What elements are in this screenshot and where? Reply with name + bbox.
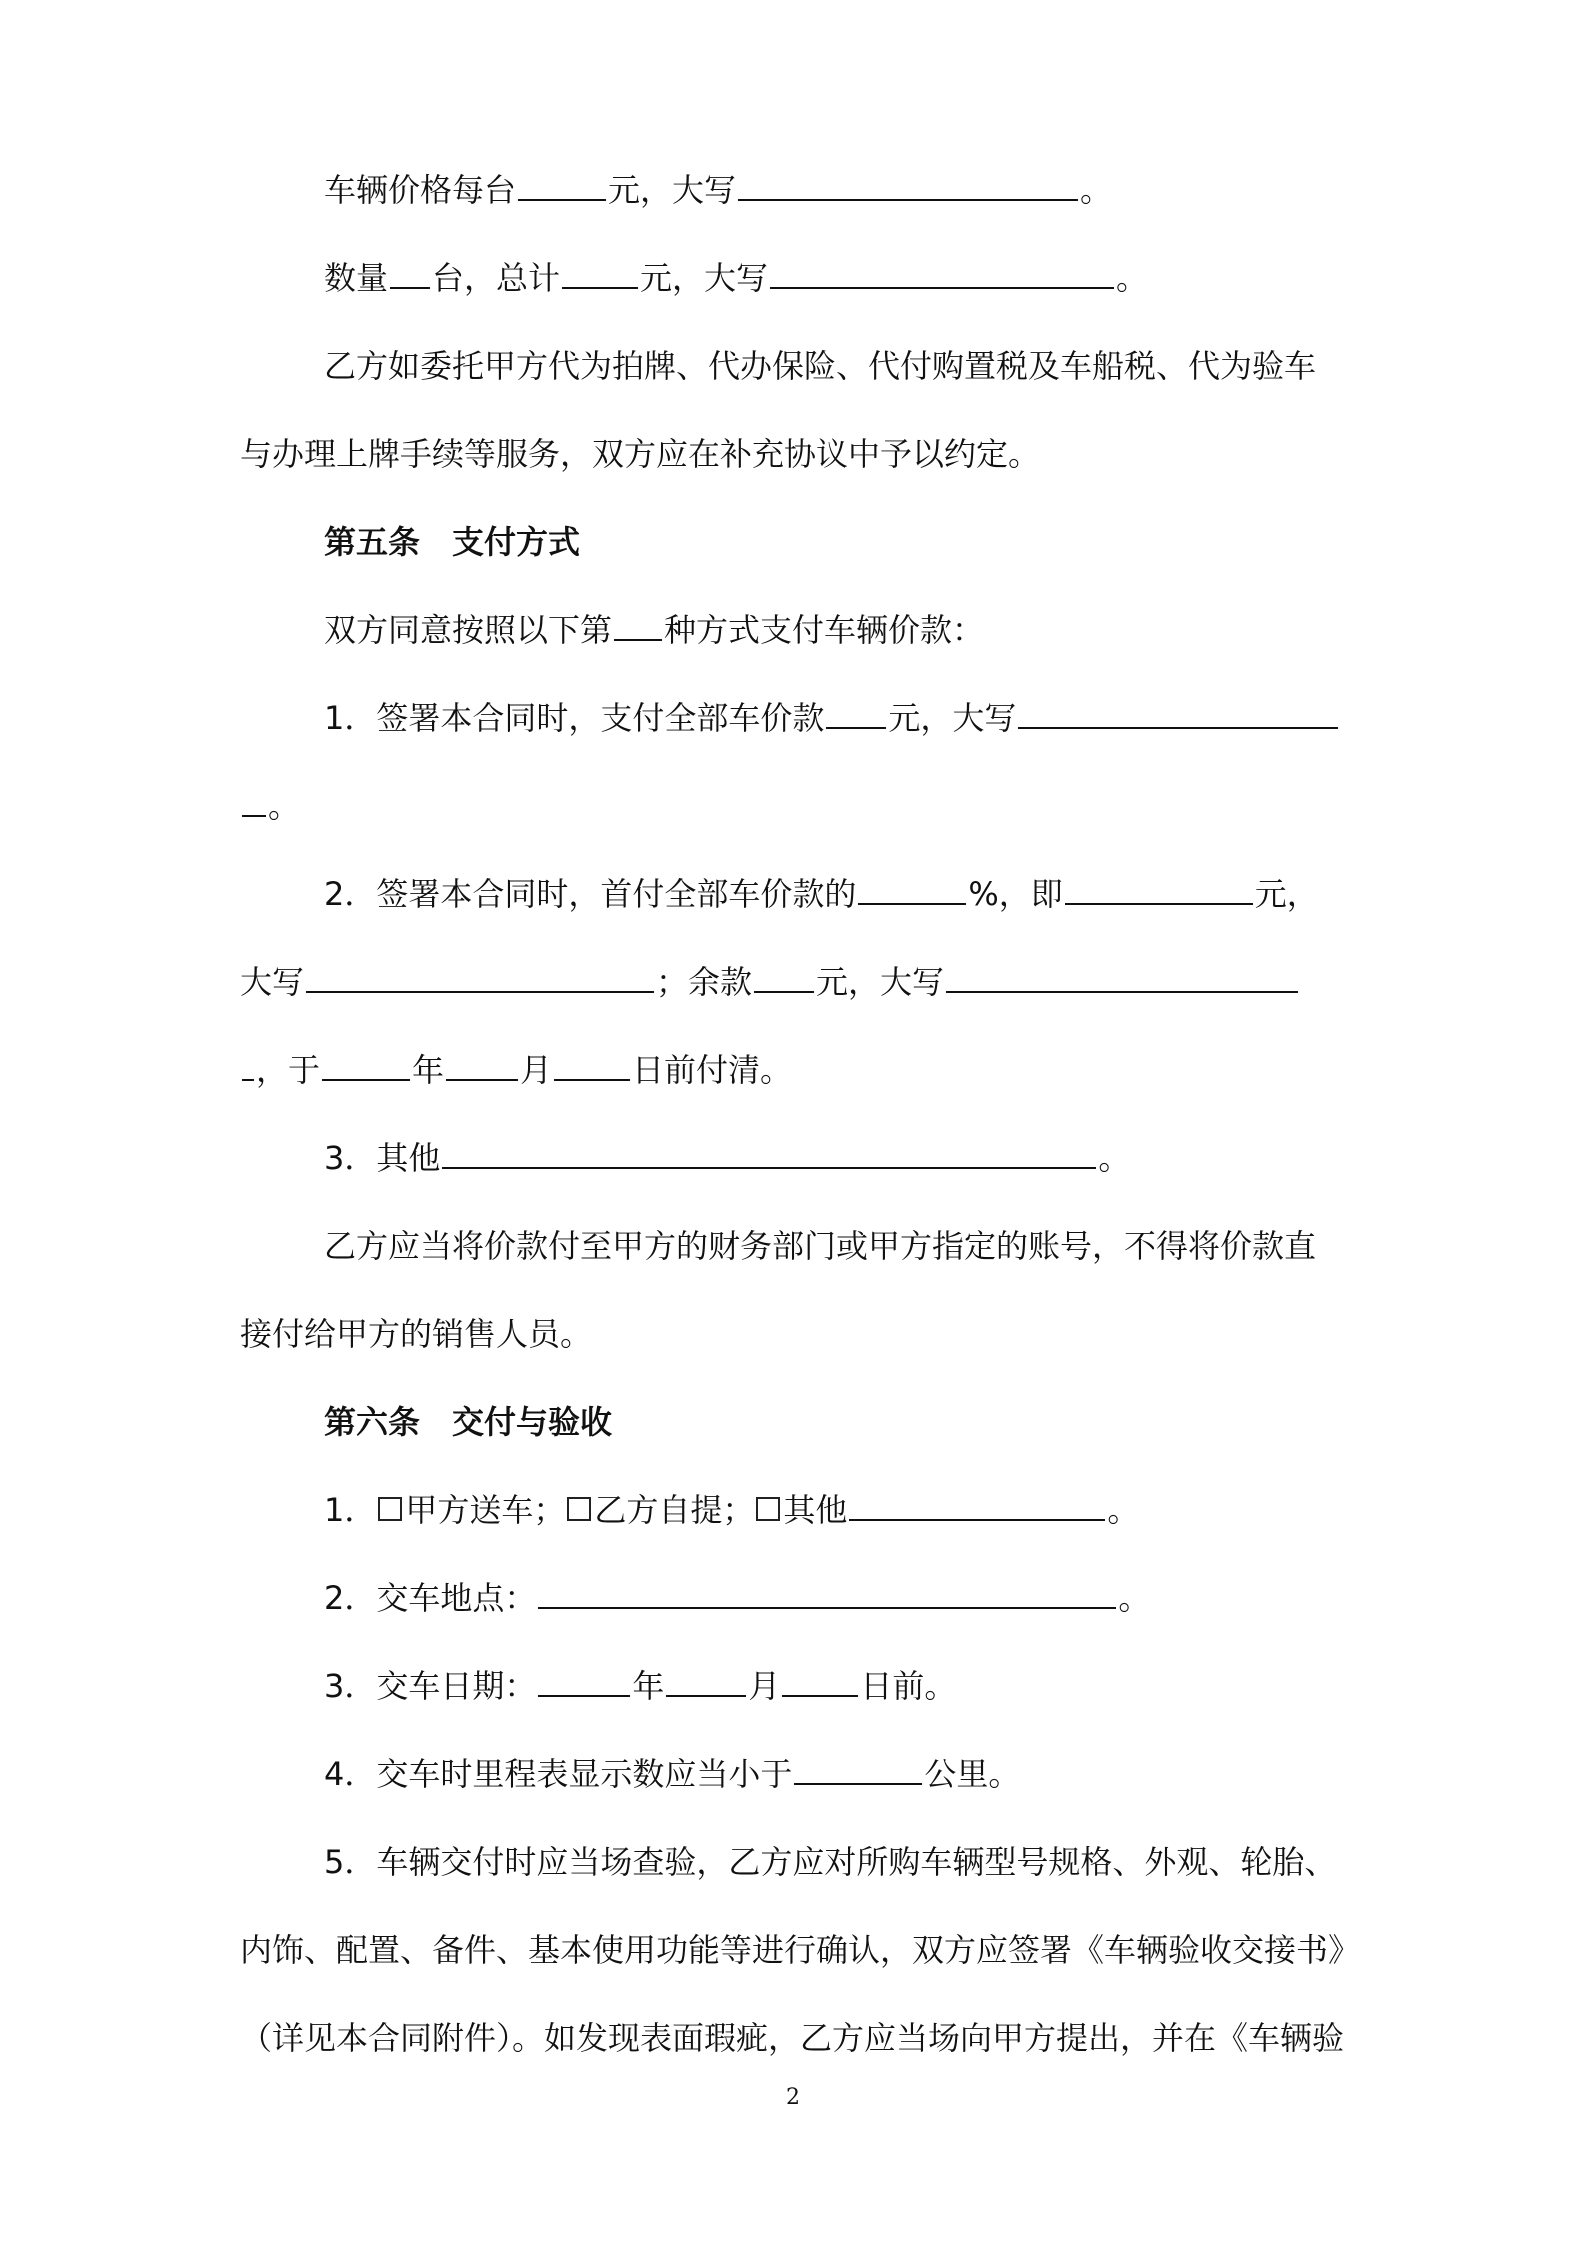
text: 3．其他 bbox=[324, 1139, 441, 1177]
checkbox-label: 其他 bbox=[783, 1491, 848, 1529]
blank-other-delivery[interactable] bbox=[849, 1489, 1105, 1521]
text: 年 bbox=[412, 1051, 445, 1089]
checkbox-label: 甲方送车； bbox=[405, 1491, 566, 1529]
checkbox-seller-delivers[interactable] bbox=[378, 1497, 402, 1521]
paragraph-line bbox=[0, 2008, 1586, 2068]
paragraph-line bbox=[0, 1216, 1586, 1276]
blank-total[interactable] bbox=[562, 257, 638, 289]
text: 年 bbox=[632, 1667, 665, 1705]
text: 内饰、配置、备件、基本使用功能等进行确认，双方应签署《车辆验收交接书》 bbox=[240, 1931, 1361, 1969]
blank-full-price[interactable] bbox=[826, 697, 886, 729]
paragraph-line bbox=[0, 336, 1586, 396]
checkbox-label: 乙方自提； bbox=[594, 1491, 755, 1529]
blank-delivery-location[interactable] bbox=[538, 1577, 1116, 1609]
text: （详见本合同附件）。如发现表面瑕疵，乙方应当场向甲方提出，并在《车辆验 bbox=[240, 2019, 1345, 2057]
text: 2．交车地点： bbox=[324, 1579, 537, 1617]
blank-price-uppercase[interactable] bbox=[738, 169, 1078, 201]
line-vehicle-price bbox=[0, 160, 1586, 220]
text: 5．车辆交付时应当场查验，乙方应对所购车辆型号规格、外观、轮胎、 bbox=[324, 1843, 1337, 1881]
paragraph-line bbox=[0, 1920, 1586, 1980]
text: 2．签署本合同时，首付全部车价款的 bbox=[324, 875, 857, 913]
text: 乙方如委托甲方代为拍牌、代办保险、代付购置税及车船税、代为验车 bbox=[324, 347, 1317, 385]
blank-delivery-day[interactable] bbox=[782, 1665, 858, 1697]
text: 台，总计 bbox=[432, 259, 561, 297]
line-delivery-location bbox=[0, 1568, 1586, 1628]
blank-delivery-year[interactable] bbox=[538, 1665, 630, 1697]
checkbox-other[interactable] bbox=[756, 1497, 780, 1521]
text: 元，大写 bbox=[816, 963, 945, 1001]
text: 。 bbox=[1118, 1579, 1151, 1617]
text: 3．交车日期： bbox=[324, 1667, 537, 1705]
text: 1． bbox=[324, 1491, 377, 1529]
blank-down-amount[interactable] bbox=[1065, 873, 1253, 905]
checkbox-buyer-pickup[interactable] bbox=[567, 1497, 591, 1521]
text: 元，大写 bbox=[888, 699, 1017, 737]
text: 元，大写 bbox=[640, 259, 769, 297]
line-down-payment bbox=[0, 864, 1586, 924]
text: 月 bbox=[520, 1051, 553, 1089]
text: 日前。 bbox=[860, 1667, 957, 1705]
line-balance bbox=[0, 952, 1586, 1012]
blank-full-price-uppercase[interactable] bbox=[1018, 697, 1338, 729]
line-delivery-method bbox=[0, 1480, 1586, 1540]
blank-balance[interactable] bbox=[754, 961, 814, 993]
blank-month[interactable] bbox=[446, 1049, 518, 1081]
blank-quantity[interactable] bbox=[390, 257, 430, 289]
line-continuation bbox=[0, 776, 1586, 836]
text: 数量 bbox=[324, 259, 389, 297]
text: 元，大写 bbox=[608, 171, 737, 209]
text: 。 bbox=[268, 787, 301, 825]
text: 。 bbox=[1098, 1139, 1131, 1177]
text: 元， bbox=[1254, 875, 1319, 913]
blank-total-uppercase[interactable] bbox=[770, 257, 1114, 289]
text: 日前付清。 bbox=[632, 1051, 793, 1089]
text: ；余款 bbox=[656, 963, 753, 1001]
text: 乙方应当将价款付至甲方的财务部门或甲方指定的账号，不得将价款直 bbox=[324, 1227, 1317, 1265]
line-delivery-date bbox=[0, 1656, 1586, 1716]
text: 接付给甲方的销售人员。 bbox=[240, 1315, 593, 1353]
blank-down-uppercase[interactable] bbox=[306, 961, 654, 993]
text: 双方同意按照以下第 bbox=[324, 611, 613, 649]
blank-price-per-unit[interactable] bbox=[518, 169, 606, 201]
text: 月 bbox=[748, 1667, 781, 1705]
text: 。 bbox=[1080, 171, 1113, 209]
blank-payment-option[interactable] bbox=[614, 609, 662, 641]
line-balance-date bbox=[0, 1040, 1586, 1100]
heading-text: 第五条 支付方式 bbox=[324, 523, 581, 561]
text: 4．交车时里程表显示数应当小于 bbox=[324, 1755, 793, 1793]
heading-text: 第六条 交付与验收 bbox=[324, 1403, 613, 1441]
text: 种方式支付车辆价款： bbox=[664, 611, 985, 649]
page-number: 2 bbox=[786, 2085, 800, 2110]
text: ，于 bbox=[256, 1051, 321, 1089]
text: 公里。 bbox=[924, 1755, 1021, 1793]
blank-continued[interactable] bbox=[242, 785, 266, 817]
blank-delivery-month[interactable] bbox=[666, 1665, 746, 1697]
text: 大写 bbox=[240, 963, 305, 1001]
blank-balance-uppercase[interactable] bbox=[946, 961, 1298, 993]
blank-other-payment[interactable] bbox=[442, 1137, 1096, 1169]
blank-continued[interactable] bbox=[242, 1049, 254, 1081]
blank-year[interactable] bbox=[322, 1049, 410, 1081]
text: 与办理上牌手续等服务，双方应在补充协议中予以约定。 bbox=[240, 435, 1041, 473]
heading-article-6 bbox=[0, 1392, 1586, 1452]
paragraph-line bbox=[0, 424, 1586, 484]
blank-odometer[interactable] bbox=[794, 1753, 922, 1785]
blank-down-percent[interactable] bbox=[858, 873, 966, 905]
line-full-payment bbox=[0, 688, 1586, 748]
paragraph-line bbox=[0, 1304, 1586, 1364]
text: 车辆价格每台 bbox=[324, 171, 517, 209]
text: 。 bbox=[1116, 259, 1149, 297]
text: 1．签署本合同时，支付全部车价款 bbox=[324, 699, 825, 737]
line-other-payment bbox=[0, 1128, 1586, 1188]
paragraph-line bbox=[0, 1832, 1586, 1892]
line-odometer bbox=[0, 1744, 1586, 1804]
blank-day[interactable] bbox=[554, 1049, 630, 1081]
line-quantity-total bbox=[0, 248, 1586, 308]
heading-article-5 bbox=[0, 512, 1586, 572]
text: 。 bbox=[1107, 1491, 1140, 1529]
line-payment-option bbox=[0, 600, 1586, 660]
text: %，即 bbox=[968, 875, 1063, 913]
